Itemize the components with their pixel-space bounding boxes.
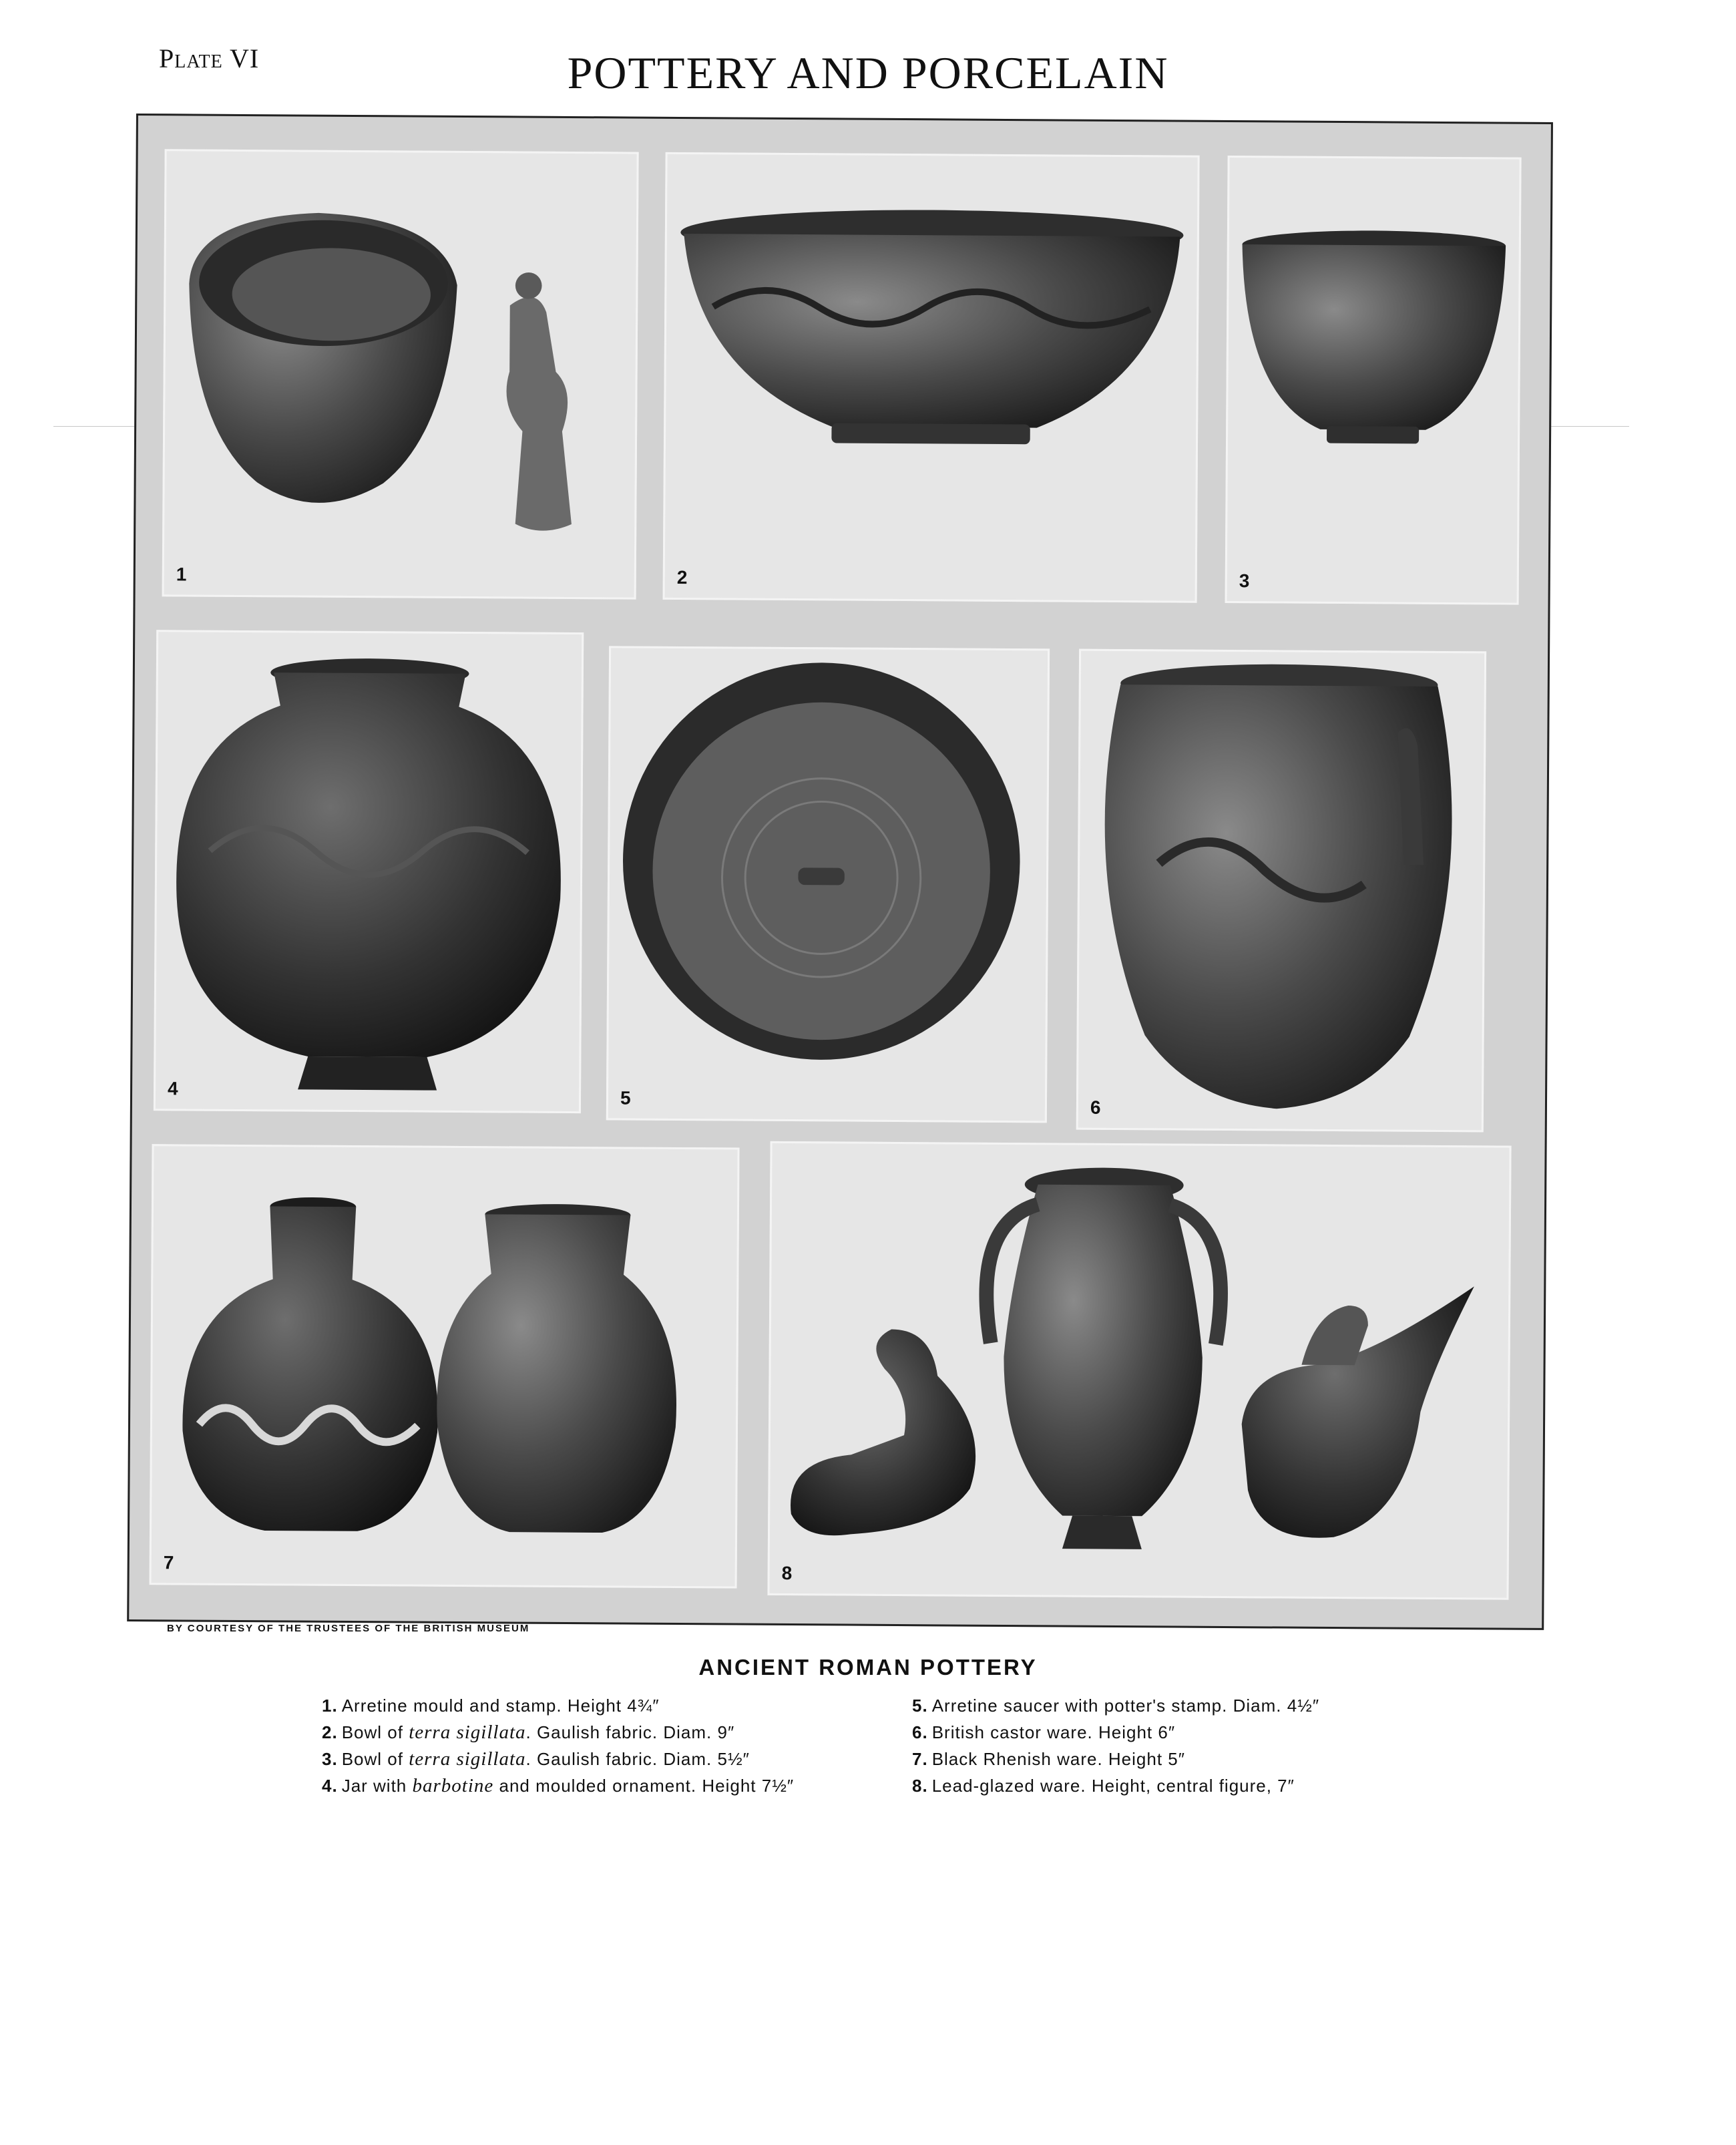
caption-item: 6. British castor ware. Height 6″ [912,1722,1176,1742]
panel-number: 1 [176,564,187,585]
plate-label: Plate VI [159,43,260,73]
photo-panel-3 [1225,156,1522,605]
caption-item: 7. Black Rhenish ware. Height 5″ [912,1749,1185,1769]
panel-number: 7 [163,1552,174,1573]
page-title: POTTERY AND PORCELAIN [567,47,1169,98]
panel-number: 8 [781,1562,793,1584]
photo-panel-7 [150,1144,740,1588]
credit-line: BY COURTESY OF THE TRUSTEES OF THE BRITISH MUSEUM [167,1623,530,1634]
photo-panel-6 [1076,649,1486,1133]
caption-heading: ANCIENT ROMAN POTTERY [698,1655,1038,1680]
rhenish-vases-image [152,1146,738,1586]
photo-panel-2 [663,152,1200,603]
caption-item: 4. Jar with barbotine and moulded ornament. Height 7½″ [322,1775,795,1796]
panel-number: 6 [1090,1097,1101,1118]
arretine-saucer-image [608,648,1048,1121]
caption-list-left [322,1692,794,1799]
panel-number: 2 [676,566,688,588]
caption-item: 3. Bowl of terra sigillata. Gaulish fabric. Diam. 5½″ [322,1748,750,1770]
caption-list-right [912,1692,1319,1799]
sigillata-bowl-image [665,154,1198,601]
barbotine-jar-image [156,632,582,1111]
photo-panel-1 [162,149,639,599]
caption-item: 1. Arretine mould and stamp. Height 4¾″ [322,1696,660,1716]
photo-plate [127,114,1553,1630]
arretine-mould-image [164,151,637,597]
panel-number: 3 [1239,570,1250,592]
photo-panel-4 [154,630,584,1113]
panel-number: 5 [620,1087,631,1109]
small-bowl-image [1227,158,1520,603]
caption-item: 5. Arretine saucer with potter's stamp. Diam. 4½″ [912,1696,1320,1716]
lead-glazed-ware-image [769,1143,1509,1598]
castor-ware-beaker-image [1078,651,1484,1131]
caption-item: 2. Bowl of terra sigillata. Gaulish fabric. Diam. 9″ [322,1722,735,1743]
caption-item: 8. Lead-glazed ware. Height, central figure, 7″ [912,1776,1295,1796]
photo-panel-8 [767,1141,1511,1600]
panel-number: 4 [167,1078,178,1099]
photo-panel-5 [606,646,1050,1123]
